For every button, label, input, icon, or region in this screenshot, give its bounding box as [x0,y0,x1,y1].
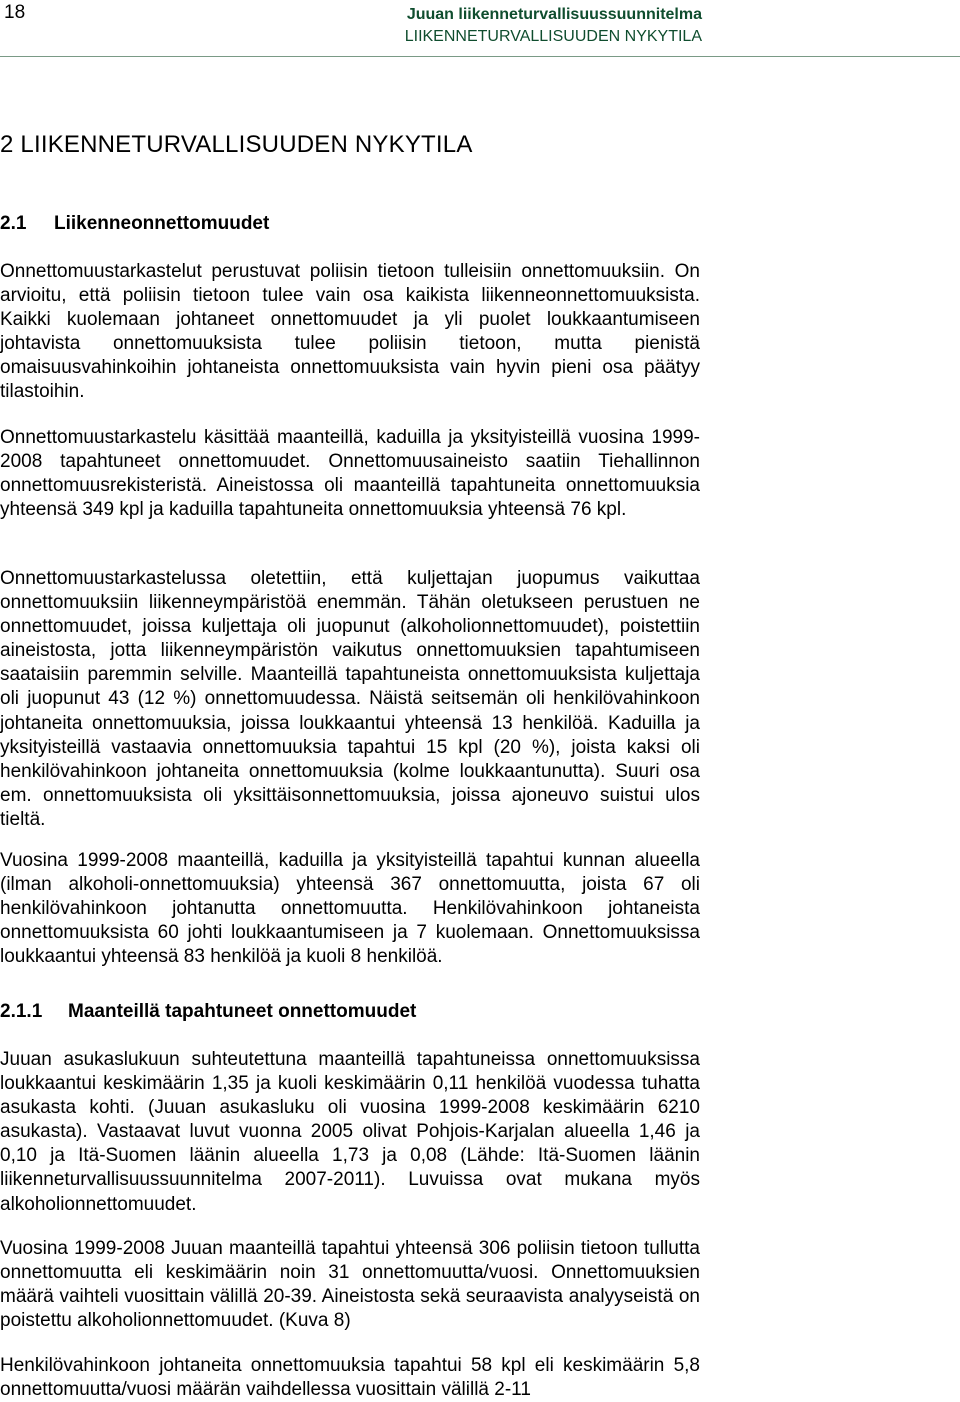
subsection-heading [0,1001,416,1023]
subsection-number: 2.1.1 [0,1001,43,1022]
paragraph-2: Onnettomuustarkastelu käsittää maanteillä, kaduilla ja yksityisteillä vuosina 1999-2008 tapahtuneet onnettomuudet. Onnettomuusaineisto saatiin Tiehallinnon onnettomuusrekisteristä. Aineistossa oli maanteillä tapahtuneita onnettomuuksia yhteensä 349 kpl ja kaduilla tapahtuneita onnettomuuksia yhteensä 76 kpl. [0,427,700,521]
paragraph-3: Onnettomuustarkastelussa oletettiin, että kuljettajan juopumus vaikuttaa onnettomuuksiin liikenneympäristöä enemmän. Tähän oletukseen perustuen ne onnettomuudet, joissa kuljettaja oli juopunut (alkoholionnettomuudet), poistettiin aineistosta, jotta liikenneympäristön vaikutus onnettomuuksien tapahtumiseen saataisiin paremmin selville. Maanteillä tapahtuneista onnettomuuksista kuljettaja oli juopunut 43 (12 %) onnettomuudessa. Näistä seitsemän oli henkilövahinkoon johtaneita onnettomuuksia, joissa loukkaantui yhteensä 13 henkilöä. Kaduilla ja yksityisteillä vastaavia onnettomuuksia tapahtui 15 kpl (20 %), joista kaksi oli henkilövahinkoon johtaneita onnettomuuksia (kolme loukkaantunutta). Suuri osa em. onnettomuuksista oli yksittäisonnettomuuksia, joissa ajoneuvo suistui ulos tieltä. [0,568,700,830]
page-number: 18 [4,2,26,23]
paragraph-4: Vuosina 1999-2008 maanteillä, kaduilla ja yksityisteillä tapahtui kunnan alueella (ilman alkoholi-onnettomuuksia) yhteensä 367 onnettomuutta, joista 67 oli henkilövahinkoon johtanutta onnettomuutta. Henkilövahinkoon johtaneista onnettomuuksista 60 johti loukkaantumiseen ja 7 kuolemaan. Onnettomuuksissa loukkaantui yhteensä 83 henkilöä ja kuoli 8 henkilöä. [0,850,700,968]
chapter-name: LIIKENNETURVALLISUUDEN NYKYTILA [404,28,702,45]
section-number: 2.1 [0,213,27,234]
paragraph-7: Henkilövahinkoon johtaneita onnettomuuksia tapahtui 58 kpl eli keskimäärin 5,8 onnettomuutta/vuosi määrän vaihdellessa vuosittain välillä 2-11 [0,1355,700,1401]
paragraph-1: Onnettomuustarkastelut perustuvat poliisin tietoon tulleisiin onnettomuuksiin. On arvioitu, että poliisin tietoon tulee vain osa kaikista liikenneonnettomuuksista. Kaikki kuolemaan johtaneet onnettomuudet ja yli puolet loukkaantumiseen johtavista onnettomuuksista tulee poliisin tietoon, mutta pienistä omaisuusvahinkoihin johtaneista onnettomuuksista vain hyvin pieni osa päätyy tilastoihin. [0,261,700,403]
chapter-heading: 2 LIIKENNETURVALLISUUDEN NYKYTILA [0,131,473,158]
section-heading [0,213,269,235]
paragraph-5: Juuan asukaslukuun suhteutettuna maanteillä tapahtuneissa onnettomuuksissa loukkaantui keskimäärin 1,35 ja kuoli keskimäärin 0,11 henkilöä vuodessa tuhatta asukasta kohti. (Juuan asukasluku oli vuosina 1999-2008 keskimäärin 6210 asukasta). Vastaavat luvut vuonna 2005 olivat Pohjois-Karjalan alueella 1,46 ja 0,10 ja Itä-Suomen läänin alueella 1,73 ja 0,08 (Lähde: Itä-Suomen läänin liikenneturvallisuussuunnitelma 2007-2011). Luvuissa ovat mukana myös alkoholionnettomuudet. [0,1049,700,1215]
running-header [405,4,702,48]
section-title: Liikenneonnettomuudet [54,213,270,234]
paragraph-6: Vuosina 1999-2008 Juuan maanteillä tapahtui yhteensä 306 poliisin tietoon tullutta onnettomuutta eli keskimäärin noin 31 onnettomuutta/vuosi. Onnettomuuksien määrä vaihteli vuosittain välillä 20-39. Aineistosta sekä seuraavista analyyseistä on poistettu alkoholionnettomuudet. (Kuva 8) [0,1238,700,1332]
subsection-title: Maanteillä tapahtuneet onnettomuudet [68,1001,417,1022]
document-title: Juuan liikenneturvallisuussuunnitelma [406,6,702,23]
header-divider [0,56,960,57]
